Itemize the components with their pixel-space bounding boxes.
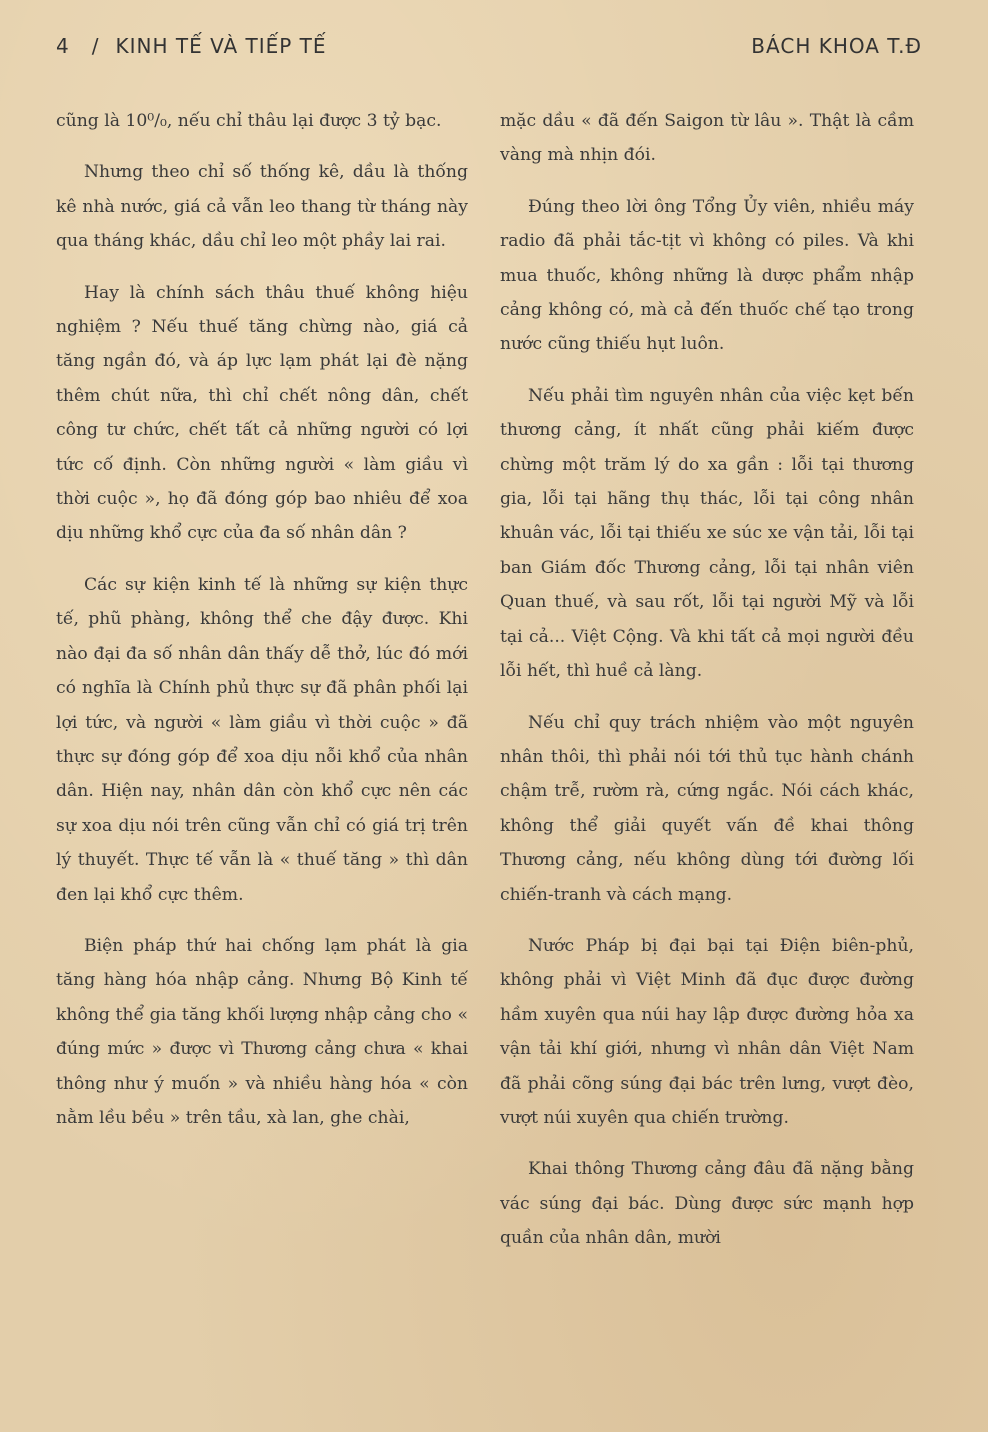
header-left: [56, 34, 327, 58]
paragraph-right-1: mặc dầu « đã đến Saigon từ lâu ». Thật là cầm vàng mà nhịn đói.: [500, 111, 914, 166]
page-number: 4: [56, 34, 70, 58]
paragraph-right-2: Đúng theo lời ông Tổng Ủy viên, nhiều máy radio đã phải tắc-tịt vì không có piles. Và khi mua thuốc, không những là dược phẩm nhập cảng không có, mà cả đến thuốc chế tạo trong nước cũng thiếu hụt luôn.: [500, 196, 914, 355]
left-column: [56, 104, 468, 1152]
paragraph-right-3: Nếu phải tìm nguyên nhân của việc kẹt bến thương cảng, ít nhất cũng phải kiếm được chừng một trăm lý do xa gần : lỗi tại thương gia, lỗi tại hãng thụ thác, lỗi tại công nhân khuân vác, lỗi tại thiếu xe súc xe vận tải, lỗi tại ban Giám đốc Thương cảng, lỗi tại nhân viên Quan thuế, và sau rốt, lỗi tại người Mỹ và lỗi tại cả... Việt Cộng. Và khi tất cả mọi người đều lỗi hết, thì huề cả làng.: [500, 385, 914, 682]
paragraph-left-5: Biện pháp thứ hai chống lạm phát là gia tăng hàng hóa nhập cảng. Nhưng Bộ Kinh tế không thể gia tăng khối lượng nhập cảng cho « đúng mức » được vì Thương cảng chưa « khai thông như ý muốn » và nhiều hàng hóa « còn nằm lều bều » trên tầu, xà lan, ghe chài,: [56, 935, 468, 1128]
section-title: KINH TẾ VÀ TIẾP TẾ: [115, 34, 327, 58]
paragraph-left-4: Các sự kiện kinh tế là những sự kiện thực tế, phũ phàng, không thể che đậy được. Khi nào đại đa số nhân dân thấy dễ thở, lúc đó mới có nghĩa là Chính phủ thực sự đã phân phối lại lợi tức, và người « làm giầu vì thời cuộc » đã thực sự đóng góp để xoa dịu nỗi khổ của nhân dân. Hiện nay, nhân dân còn khổ cực nên các sự xoa dịu nói trên cũng vẫn chỉ có giá trị trên lý thuyết. Thực tế vẫn là « thuế tăng » thì dân đen lại khổ cực thêm.: [56, 574, 468, 905]
header-separator: /: [91, 34, 100, 58]
paragraph-right-5: Nước Pháp bị đại bại tại Điện biên-phủ, không phải vì Việt Minh đã đục được đường hầm xuyên qua núi hay lập được đường hỏa xa vận tải khí giới, nhưng vì nhân dân Việt Nam đã phải cõng súng đại bác trên lưng, vượt đèo, vượt núi xuyên qua chiến trường.: [500, 935, 914, 1128]
magazine-title: BÁCH KHOA T.Đ: [751, 34, 922, 58]
paragraph-right-4: Nếu chỉ quy trách nhiệm vào một nguyên nhân thôi, thì phải nói tới thủ tục hành chánh chậm trễ, rườm rà, cứng ngắc. Nói cách khác, không thể giải quyết vấn đề khai thông Thương cảng, nếu không dùng tới đường lối chiến-tranh và cách mạng.: [500, 712, 914, 905]
paragraph-left-1: cũng là 10⁰/₀, nếu chỉ thâu lại được 3 tỷ bạc.: [56, 111, 442, 131]
paragraph-left-2: Nhưng theo chỉ số thống kê, dầu là thống kê nhà nước, giá cả vẫn leo thang từ tháng này qua tháng khác, dầu chỉ leo một phầy lai rai.: [56, 162, 468, 252]
paragraph-left-3: Hay là chính sách thâu thuế không hiệu nghiệm ? Nếu thuế tăng chừng nào, giá cả tăng ngần đó, và áp lực lạm phát lại đè nặng thêm chút nữa, thì chỉ chết nông dân, chết công tư chức, chết tất cả những người có lợi tức cố định. Còn những người « làm giầu vì thời cuộc », họ đã đóng góp bao nhiêu để xoa dịu những khổ cực của đa số nhân dân ?: [56, 282, 468, 544]
paragraph-right-6: Khai thông Thương cảng đâu đã nặng bằng vác súng đại bác. Dùng được sức mạnh hợp quần của nhân dân, mười: [500, 1159, 914, 1249]
right-column: [500, 104, 914, 1273]
page-header: [56, 34, 922, 64]
